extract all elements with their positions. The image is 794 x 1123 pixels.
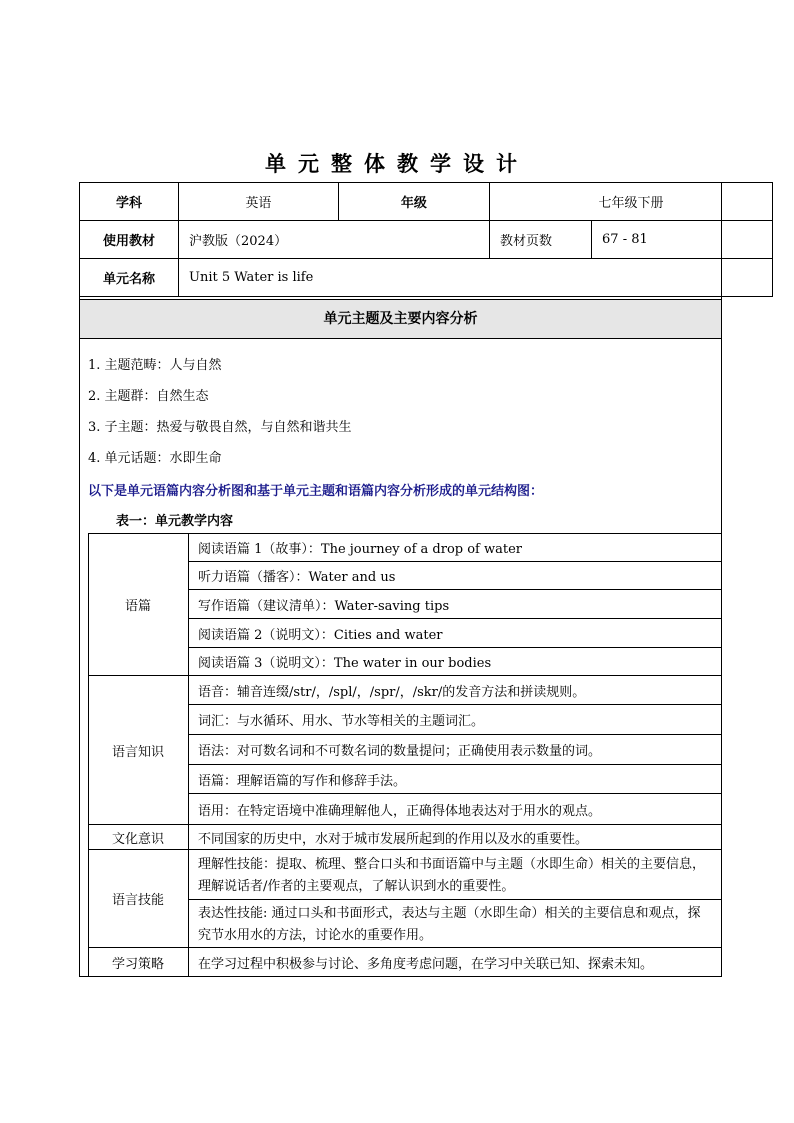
skills-row-1: 理解性技能：提取、梳理、整合口头和书面语篇中与主题（水即生命）相关的主要信息，理解说话者/作者的主要观点，了解认识到水的重要性。 — [189, 850, 721, 900]
knowledge-row-3: 语法：对可数名词和不可数名词的数量提问；正确使用表示数量的词。 — [189, 735, 721, 765]
textbook-label: 使用教材 — [80, 221, 179, 259]
knowledge-label: 语言知识 — [88, 676, 189, 825]
text-row-4: 阅读语篇 2（说明文）：Cities and water — [189, 619, 721, 648]
grade-value: 七年级下册 — [490, 183, 773, 221]
knowledge-row-2: 词汇：与水循环、用水、节水等相关的主题词汇。 — [189, 705, 721, 735]
textbook-value: 沪教版（2024） — [179, 221, 490, 259]
pages-value: 67 - 81 — [592, 221, 773, 259]
knowledge-row-5: 语用：在特定语境中准确理解他人，正确得体地表达对于用水的观点。 — [189, 794, 721, 825]
knowledge-row-4: 语篇：理解语篇的写作和修辞手法。 — [189, 765, 721, 794]
content-table — [88, 533, 721, 977]
unit-value: Unit 5 Water is life — [179, 259, 773, 297]
header-table — [79, 182, 773, 297]
text-row-1: 阅读语篇 1（故事）：The journey of a drop of water — [189, 533, 721, 562]
text-row-2: 听力语篇（播客）：Water and us — [189, 562, 721, 590]
grade-label: 年级 — [338, 183, 489, 221]
subject-value: 英语 — [179, 183, 339, 221]
text-row-5: 阅读语篇 3（说明文）：The water in our bodies — [189, 648, 721, 676]
page-title: 单元整体教学设计 — [265, 151, 529, 176]
culture-row: 不同国家的历史中，水对于城市发展所起到的作用以及水的重要性。 — [189, 825, 721, 850]
unit-label: 单元名称 — [80, 259, 179, 297]
knowledge-row-1: 语音：辅音连缀/str/，/spl/，/spr/，/skr/的发音方法和拼读规则。 — [189, 676, 721, 705]
culture-label: 文化意识 — [88, 825, 189, 850]
text-row-3: 写作语篇（建议清单）：Water-saving tips — [189, 590, 721, 619]
theme-item-3: 3. 子主题：热爱与敬畏自然，与自然和谐共生 — [88, 420, 352, 435]
table1-title: 表一：单元教学内容 — [116, 514, 234, 529]
subject-label: 学科 — [80, 183, 179, 221]
theme-item-2: 2. 主题群：自然生态 — [88, 389, 209, 404]
skills-row-2: 表达性技能: 通过口头和书面形式，表达与主题（水即生命）相关的主要信息和观点，探究节水用水的方法，讨论水的重要作用。 — [189, 900, 721, 948]
texts-label: 语篇 — [88, 533, 189, 676]
theme-item-4: 4. 单元话题：水即生命 — [88, 451, 222, 466]
pages-label: 教材页数 — [490, 221, 592, 259]
intro-text: 以下是单元语篇内容分析图和基于单元主题和语篇内容分析形成的单元结构图： — [88, 484, 544, 499]
analysis-section-header: 单元主题及主要内容分析 — [79, 299, 722, 339]
theme-item-1: 1. 主题范畴：人与自然 — [88, 358, 222, 373]
strategy-label: 学习策略 — [88, 948, 189, 977]
strategy-row: 在学习过程中积极参与讨论、多角度考虑问题，在学习中关联已知、探索未知。 — [198, 957, 654, 972]
skills-label: 语言技能 — [88, 850, 189, 948]
